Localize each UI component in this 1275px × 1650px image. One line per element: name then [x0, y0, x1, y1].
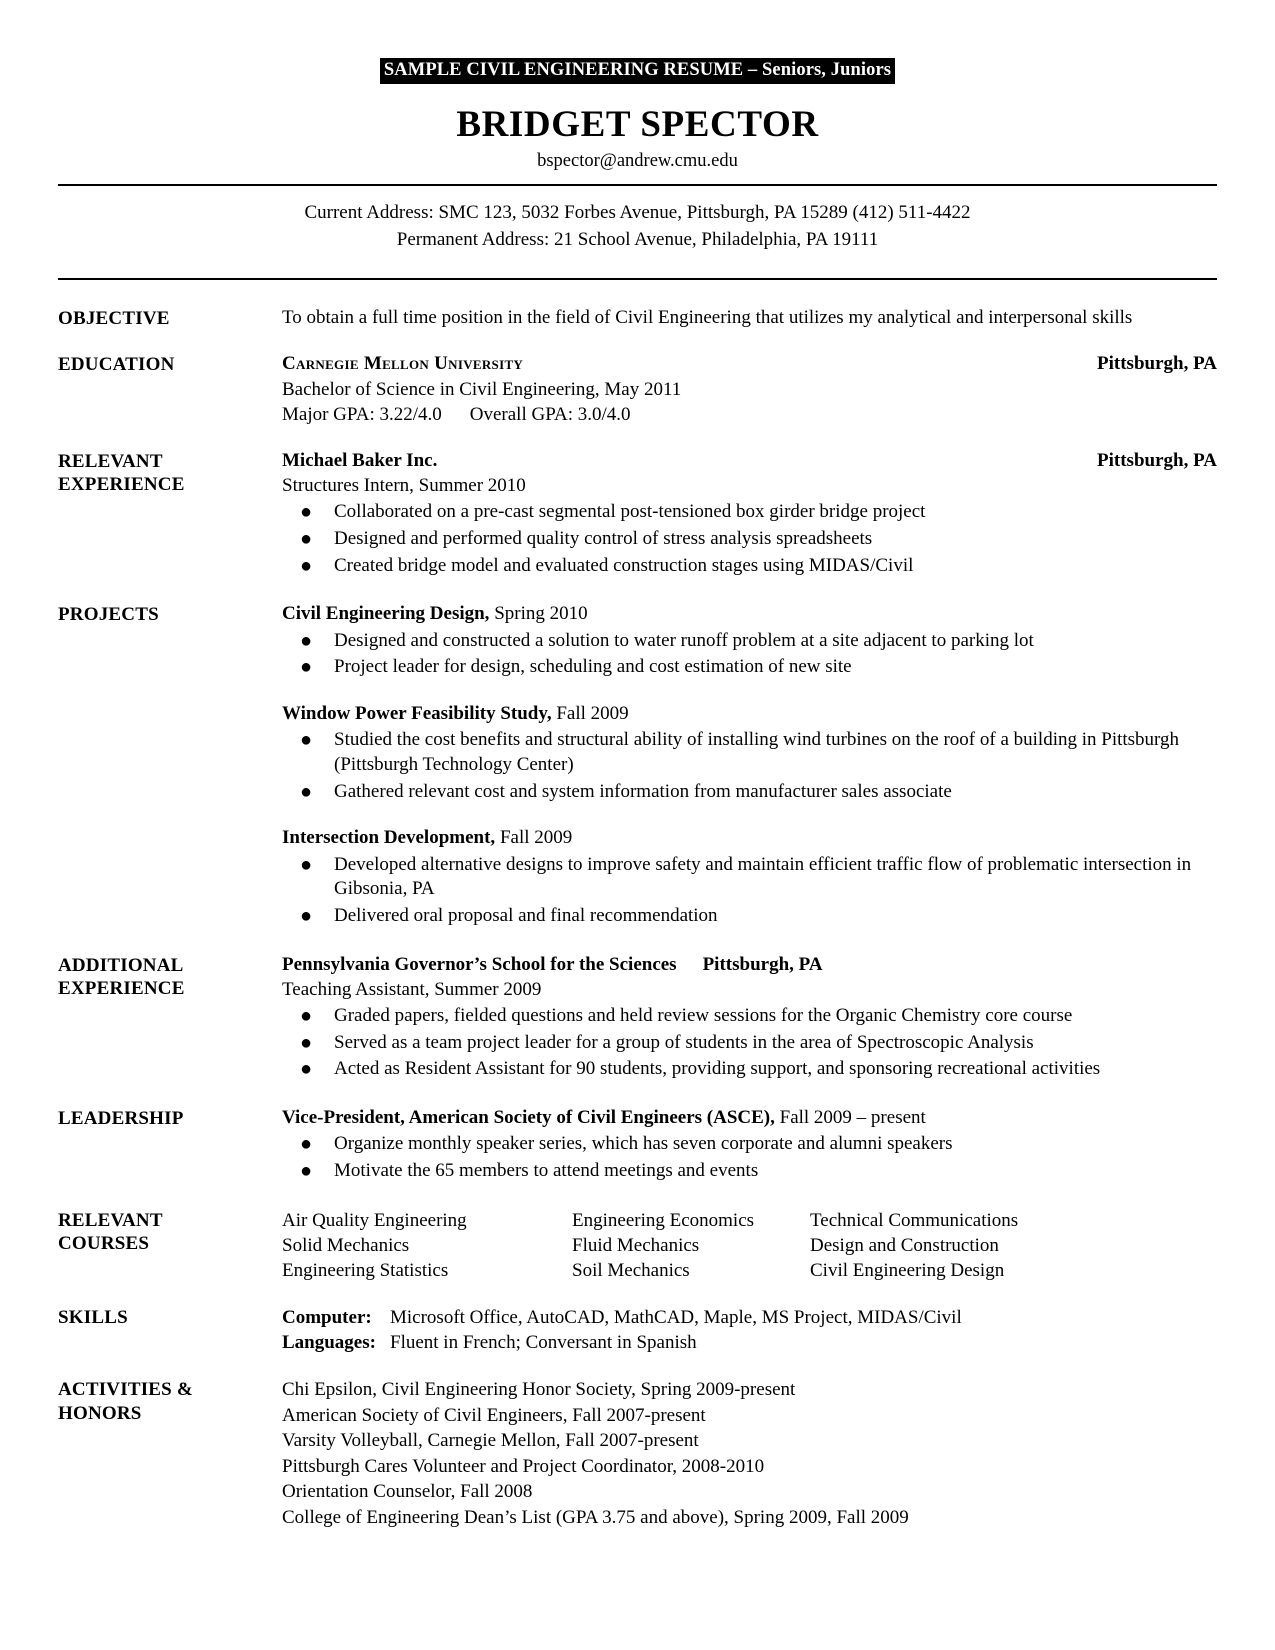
list-item — [282, 554, 1217, 579]
project-title: Window Power Feasibility Study, — [282, 702, 552, 724]
bullet-icon: ● — [300, 853, 313, 876]
bullet-icon: ● — [300, 1058, 313, 1081]
list-item — [282, 527, 1217, 552]
section-label-relevant-courses: RELEVANT COURSES — [58, 1209, 163, 1255]
section-content-relevant-experience — [282, 449, 1217, 580]
honor-item: American Society of Civil Engineers, Fall 2007-present — [282, 1404, 706, 1426]
honor-item: Orientation Counselor, Fall 2008 — [282, 1481, 533, 1503]
additional-location: Pittsburgh, PA — [702, 953, 823, 975]
additional-header-row — [282, 953, 1217, 977]
section-content-leadership — [282, 1106, 1217, 1186]
list-item — [282, 655, 1217, 680]
honor-item: Varsity Volleyball, Carnegie Mellon, Fall 2007-present — [282, 1430, 699, 1452]
section-label-projects: PROJECTS — [58, 604, 159, 626]
skill-key: Computer: — [282, 1307, 372, 1329]
bullet-text: Gathered relevant cost and system information from manufacturer sales associate — [334, 780, 952, 802]
section-additional-experience — [58, 953, 1217, 1084]
section-content-projects — [282, 602, 1217, 930]
skill-value: Fluent in French; Conversant in Spanish — [390, 1332, 697, 1354]
list-item — [282, 728, 1217, 777]
section-label-skills: SKILLS — [58, 1307, 128, 1329]
bullet-text: Studied the cost benefits and structural ability of installing wind turbines on the roof of a building in Pittsburgh (Pittsburgh Technology Center) — [334, 729, 1180, 775]
bullet-text: Designed and constructed a solution to water runoff problem at a site adjacent to parking lot — [334, 629, 1034, 651]
course-item: Engineering Economics — [572, 1209, 755, 1231]
section-objective — [58, 306, 1217, 330]
project-title: Civil Engineering Design, — [282, 603, 490, 625]
project-title-row — [282, 702, 1217, 726]
education-location: Pittsburgh, PA — [1097, 353, 1217, 375]
project-bullet-list — [282, 853, 1217, 929]
bullet-icon: ● — [300, 905, 313, 928]
project-bullet-list — [282, 629, 1217, 680]
education-degree: Bachelor of Science in Civil Engineering, May 2011 — [282, 378, 682, 400]
project-date: Fall 2009 — [495, 827, 573, 849]
list-item — [282, 904, 1217, 929]
bullet-text: Developed alternative designs to improve safety and maintain efficient traffic flow of problematic intersection in Gibsonia, PA — [334, 853, 1192, 900]
section-content-relevant-courses — [282, 1208, 1217, 1283]
section-content-objective — [282, 306, 1217, 330]
permanent-address: Permanent Address: 21 School Avenue, Philadelphia, PA 19111 — [396, 229, 879, 251]
bullet-text: Organize monthly speaker series, which has seven corporate and alumni speakers — [334, 1133, 953, 1155]
section-content-skills — [282, 1305, 1217, 1355]
bullet-text: Delivered oral proposal and final recommendation — [334, 905, 718, 927]
honor-item: Pittsburgh Cares Volunteer and Project Coordinator, 2008-2010 — [282, 1455, 765, 1477]
bullet-text: Collaborated on a pre-cast segmental post-tensioned box girder bridge project — [334, 501, 926, 523]
experience-header-row — [282, 449, 1217, 473]
section-education — [58, 352, 1217, 426]
bullet-text: Acted as Resident Assistant for 90 students, providing support, and sponsoring recreational activities — [334, 1058, 1101, 1080]
leadership-date: Fall 2009 – present — [774, 1107, 926, 1129]
skill-value: Microsoft Office, AutoCAD, MathCAD, Maple, MS Project, MIDAS/Civil — [390, 1307, 962, 1329]
bullet-text: Motivate the 65 members to attend meetings and events — [334, 1160, 759, 1182]
project-date: Spring 2010 — [489, 603, 588, 625]
address-block — [58, 186, 1217, 265]
section-relevant-courses — [58, 1208, 1217, 1283]
skill-row-languages — [282, 1330, 1217, 1355]
honor-item: College of Engineering Dean’s List (GPA 3.75 and above), Spring 2009, Fall 2009 — [282, 1506, 909, 1528]
list-item — [282, 780, 1217, 805]
additional-bullet-list — [282, 1004, 1217, 1082]
course-item: Engineering Statistics — [282, 1260, 449, 1282]
experience-title: Structures Intern, Summer 2010 — [282, 475, 526, 497]
bullet-icon: ● — [300, 1160, 313, 1183]
section-label-activities-honors: ACTIVITIES & HONORS — [58, 1379, 193, 1424]
section-label-education: EDUCATION — [58, 354, 175, 376]
section-content-activities-honors — [282, 1377, 1217, 1530]
project-bullet-list — [282, 728, 1217, 804]
bullet-icon: ● — [300, 554, 313, 577]
experience-location: Pittsburgh, PA — [1097, 449, 1217, 471]
bullet-icon: ● — [300, 656, 313, 679]
candidate-email[interactable]: bspector@andrew.cmu.edu — [537, 150, 738, 171]
objective-text: To obtain a full time position in the field of Civil Engineering that utilizes my analytical and interpersonal skills — [282, 307, 1133, 328]
bullet-text: Created bridge model and evaluated construction stages using MIDAS/Civil — [334, 554, 914, 576]
skill-key: Languages: — [282, 1332, 376, 1354]
current-address: Current Address: SMC 123, 5032 Forbes Avenue, Pittsburgh, PA 15289 (412) 511-4422 — [304, 201, 971, 223]
section-skills — [58, 1305, 1217, 1355]
section-content-additional-experience — [282, 953, 1217, 1084]
project-date: Fall 2009 — [551, 702, 629, 724]
additional-title: Teaching Assistant, Summer 2009 — [282, 979, 542, 1001]
leadership-bullet-list — [282, 1132, 1217, 1183]
bullet-text: Designed and performed quality control of stress analysis spreadsheets — [334, 527, 873, 549]
leadership-title-row — [282, 1106, 1217, 1130]
bullet-icon: ● — [300, 527, 313, 550]
project-title-row — [282, 602, 1217, 626]
skill-row-computer — [282, 1305, 1217, 1330]
honor-item: Chi Epsilon, Civil Engineering Honor Society, Spring 2009-present — [282, 1379, 796, 1401]
section-leadership — [58, 1106, 1217, 1186]
list-item — [282, 500, 1217, 525]
course-item: Air Quality Engineering — [282, 1209, 467, 1231]
leadership-role: Vice-President, American Society of Civil Engineers (ASCE), — [282, 1107, 775, 1129]
course-item: Design and Construction — [810, 1234, 999, 1256]
experience-employer: Michael Baker Inc. — [282, 449, 438, 471]
bullet-icon: ● — [300, 780, 313, 803]
bullet-icon: ● — [300, 1133, 313, 1156]
list-item — [282, 1004, 1217, 1029]
project-title: Intersection Development, — [282, 827, 496, 849]
list-item — [282, 1031, 1217, 1056]
candidate-name: BRIDGET SPECTOR — [456, 103, 819, 145]
course-item: Civil Engineering Design — [810, 1260, 1005, 1282]
project-item — [282, 702, 1217, 804]
section-label-additional-experience: ADDITIONAL EXPERIENCE — [58, 954, 185, 1000]
project-title-row — [282, 826, 1217, 850]
list-item — [282, 1057, 1217, 1082]
education-gpa-row — [282, 402, 1217, 427]
section-label-relevant-experience: RELEVANT EXPERIENCE — [58, 450, 185, 496]
education-major-gpa: Major GPA: 3.22/4.0 — [282, 403, 442, 425]
education-school: Carnegie Mellon University — [282, 353, 524, 375]
bullet-icon: ● — [300, 501, 313, 524]
bullet-icon: ● — [300, 629, 313, 652]
resume-banner-container — [58, 0, 1217, 84]
section-content-education — [282, 352, 1217, 426]
experience-bullet-list — [282, 500, 1217, 578]
education-header-row — [282, 352, 1217, 376]
list-item — [282, 1159, 1217, 1184]
course-item: Soil Mechanics — [572, 1260, 690, 1282]
bullet-icon: ● — [300, 729, 313, 752]
section-relevant-experience — [58, 449, 1217, 580]
sample-resume-banner: SAMPLE CIVIL ENGINEERING RESUME – Seniors, Juniors — [380, 58, 895, 84]
additional-employer: Pennsylvania Governor’s School for the Sciences — [282, 953, 677, 975]
course-item: Technical Communications — [810, 1209, 1019, 1231]
bullet-icon: ● — [300, 1031, 313, 1054]
bullet-text: Served as a team project leader for a group of students in the area of Spectroscopic Analysis — [334, 1031, 1034, 1053]
list-item — [282, 629, 1217, 654]
project-item — [282, 602, 1217, 680]
list-item — [282, 1132, 1217, 1157]
course-item: Fluid Mechanics — [572, 1234, 700, 1256]
courses-grid — [282, 1208, 1217, 1283]
section-projects — [58, 602, 1217, 930]
bullet-text: Project leader for design, scheduling and cost estimation of new site — [334, 656, 852, 678]
section-label-leadership: LEADERSHIP — [58, 1108, 184, 1130]
course-item: Solid Mechanics — [282, 1234, 410, 1256]
project-item — [282, 826, 1217, 928]
education-overall-gpa: Overall GPA: 3.0/4.0 — [469, 403, 631, 425]
resume-body — [58, 280, 1217, 1530]
section-activities-honors — [58, 1377, 1217, 1530]
list-item — [282, 853, 1217, 902]
section-label-objective: OBJECTIVE — [58, 308, 170, 329]
bullet-icon: ● — [300, 1005, 313, 1028]
bullet-text: Graded papers, fielded questions and held review sessions for the Organic Chemistry core course — [334, 1005, 1073, 1027]
